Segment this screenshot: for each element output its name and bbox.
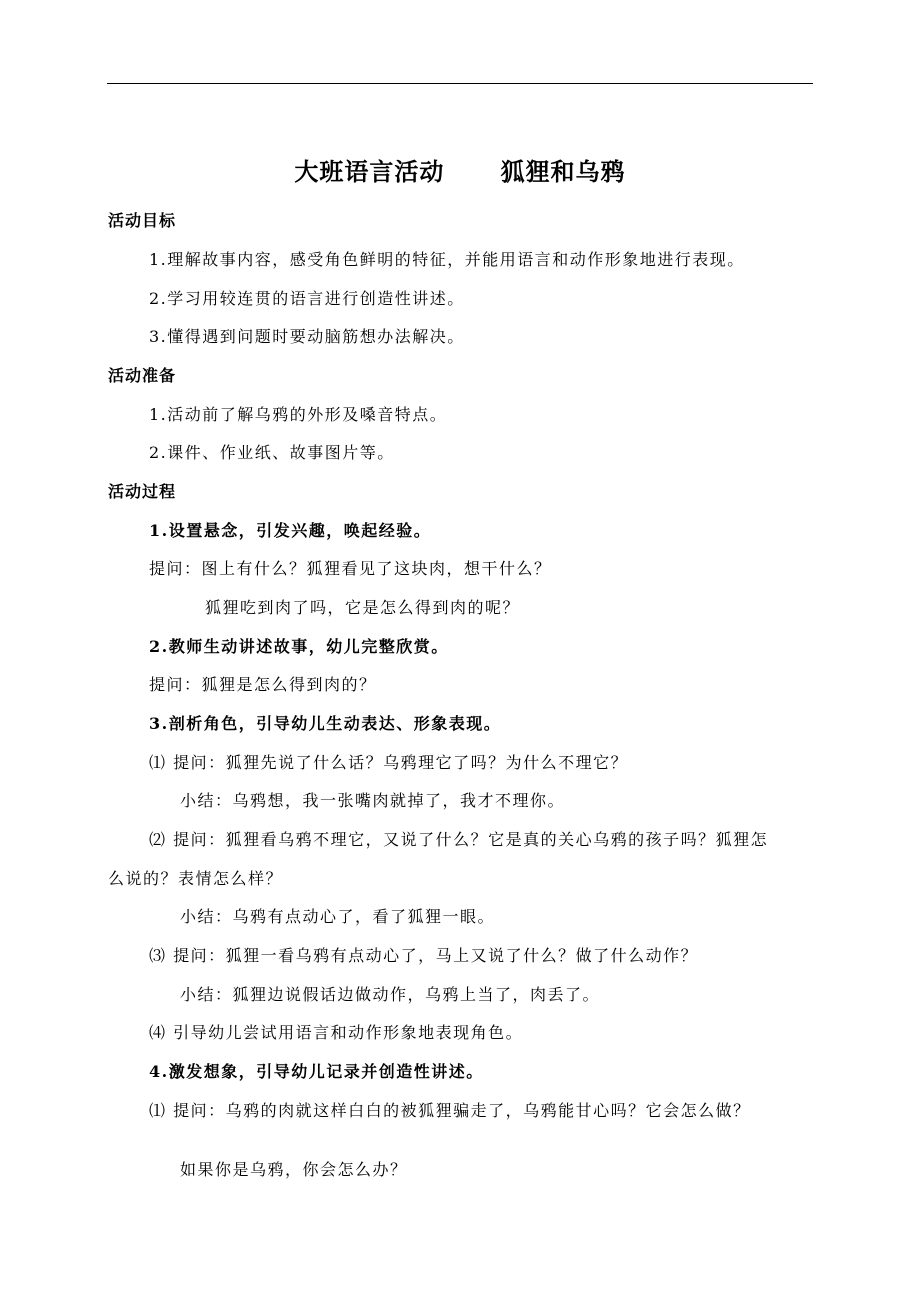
step-4-point-1-question: ⑴ 提问：乌鸦的肉就这样白白的被狐狸骗走了，乌鸦能甘心吗？它会怎么做？ <box>149 1101 751 1120</box>
step-1-question-1: 提问：图上有什么？狐狸看见了这块肉，想干什么？ <box>149 559 552 578</box>
step-1-question-2: 狐狸吃到肉了吗，它是怎么得到肉的呢？ <box>205 598 521 617</box>
step-2-question-1: 提问：狐狸是怎么得到肉的？ <box>149 675 377 694</box>
title-main: 大班语言活动 <box>294 158 445 186</box>
step-3-point-4: ⑷ 引导幼儿尝试用语言和动作形象地表现角色。 <box>149 1023 524 1042</box>
header-rule <box>107 83 813 84</box>
step-3-point-3-summary: 小结：狐狸边说假话边做动作，乌鸦上当了，肉丢了。 <box>180 985 601 1004</box>
goal-item-2: 2.学习用较连贯的语言进行创造性讲述。 <box>149 289 465 308</box>
step-2-title: 2.教师生动讲述故事，幼儿完整欣赏。 <box>149 637 449 656</box>
step-1-title: 1.设置悬念，引发兴趣，唤起经验。 <box>149 521 432 540</box>
prep-item-2: 2.课件、作业纸、故事图片等。 <box>149 443 395 462</box>
step-4-title: 4.激发想象，引导幼儿记录并创造性讲述。 <box>149 1062 484 1081</box>
step-4-point-1-question-2: 如果你是乌鸦，你会怎么办？ <box>180 1160 408 1179</box>
section-heading-goals: 活动目标 <box>108 211 177 230</box>
step-3-title: 3.剖析角色，引导幼儿生动表达、形象表现。 <box>149 714 502 733</box>
step-3-point-2-question: ⑵ 提问：狐狸看乌鸦不理它，又说了什么？它是真的关心乌鸦的孩子吗？狐狸怎 <box>149 830 769 849</box>
prep-item-1: 1.活动前了解乌鸦的外形及嗓音特点。 <box>149 405 448 424</box>
step-3-point-3-question: ⑶ 提问：狐狸一看乌鸦有点动心了，马上又说了什么？做了什么动作？ <box>149 946 699 965</box>
title-sub: 狐狸和乌鸦 <box>500 158 626 186</box>
step-3-point-2-question-cont: 么说的？表情怎么样？ <box>108 869 284 888</box>
goal-item-1: 1.理解故事内容，感受角色鲜明的特征，并能用语言和动作形象地进行表现。 <box>149 250 745 269</box>
goal-item-3: 3.懂得遇到问题时要动脑筋想办法解决。 <box>149 327 465 346</box>
step-3-point-1-summary: 小结：乌鸦想，我一张嘴肉就掉了，我才不理你。 <box>180 791 566 810</box>
section-heading-process: 活动过程 <box>108 482 177 501</box>
step-3-point-1-question: ⑴ 提问：狐狸先说了什么话？乌鸦理它了吗？为什么不理它？ <box>149 753 629 772</box>
section-heading-prep: 活动准备 <box>108 366 177 385</box>
step-3-point-2-summary: 小结：乌鸦有点动心了，看了狐狸一眼。 <box>180 907 496 926</box>
page-title <box>0 152 920 187</box>
